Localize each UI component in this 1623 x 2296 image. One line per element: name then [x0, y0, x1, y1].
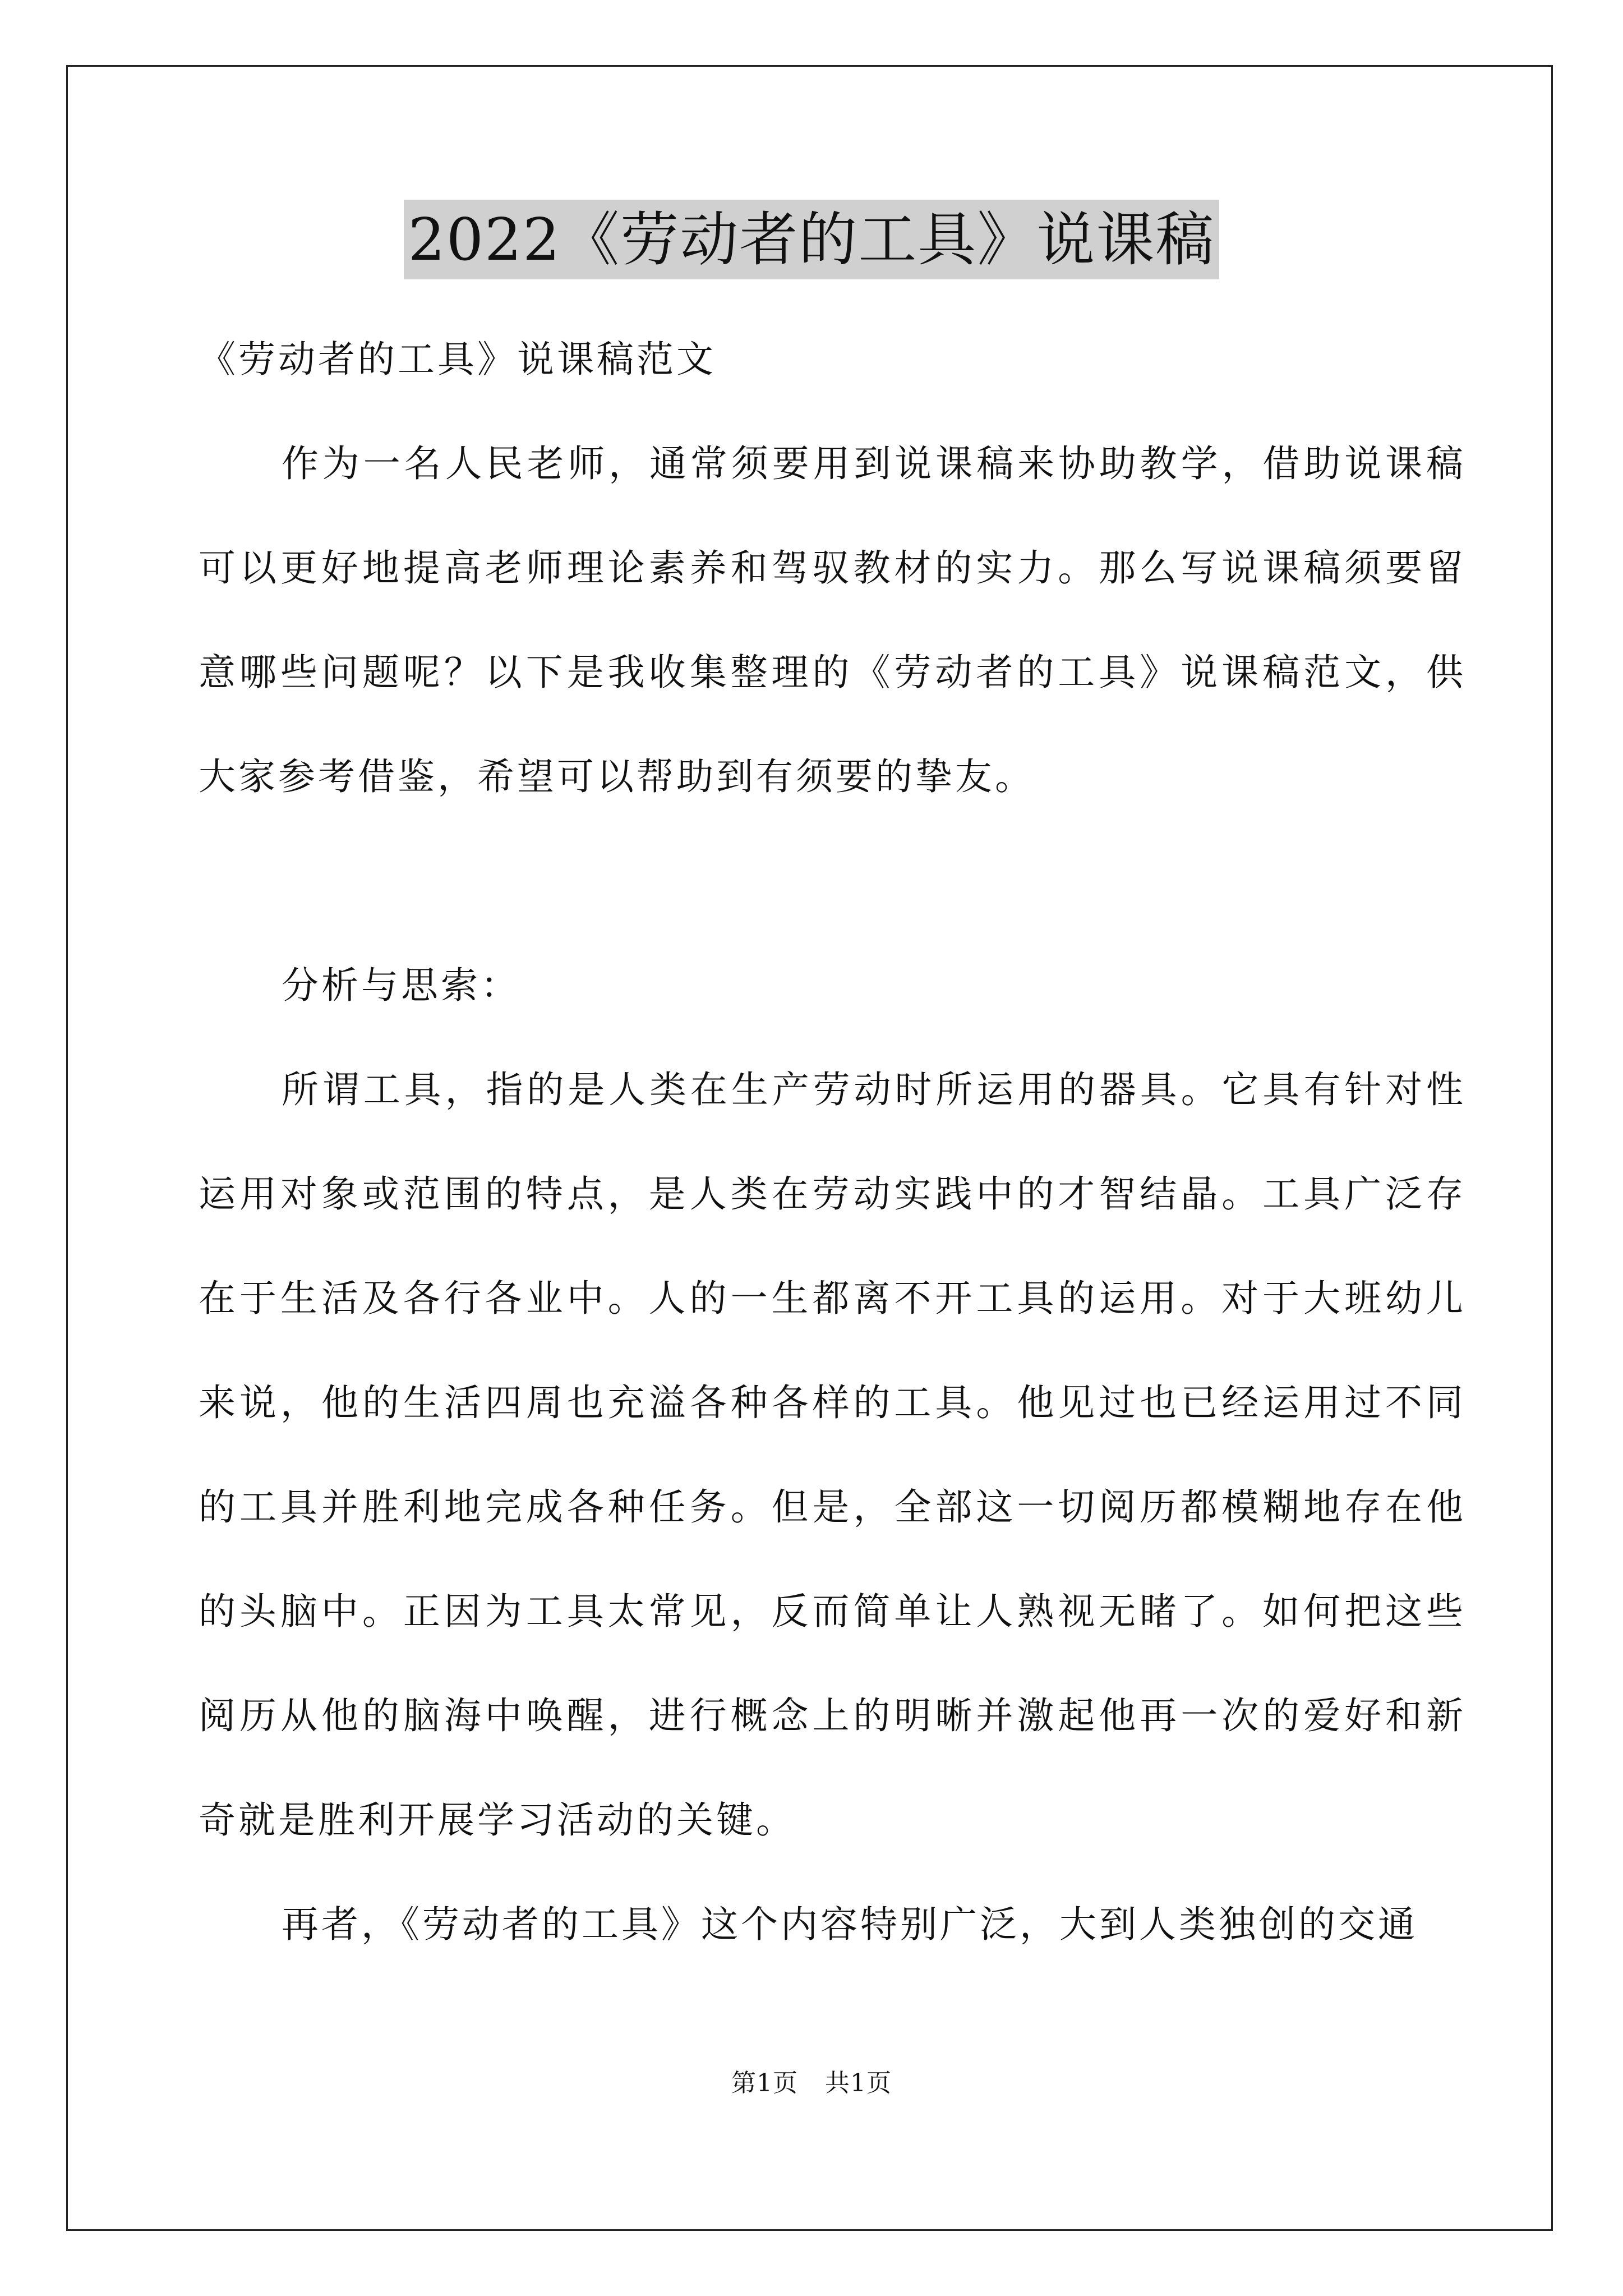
document-title: 2022《劳动者的工具》说课稿 — [404, 200, 1220, 279]
page-total: 共1页 — [825, 2069, 892, 2097]
body-paragraph: 所谓工具，指的是人类在生产劳动时所运用的器具。它具有针对性运用对象或范围的特点，是人类在劳动实践中的才智结晶。工具广泛存在于生活及各行各业中。人的一生都离不开工具的运用。对于大班幼儿来说，他的生活四周也充溢各种各样的工具。他见过也已经运用过不同的工具并胜利地完成各种任务。但是，全部这一切阅历都模糊地存在他的头脑中。正因为工具太常见，反而简单让人熟视无睹了。如何把这些阅历从他的脑海中唤醒，进行概念上的明晰并激起他再一次的爱好和新奇就是胜利开展学习活动的关键。 — [199, 1068, 1466, 1842]
title-container — [0, 200, 1623, 279]
page-footer — [0, 2067, 1623, 2100]
paragraph-spacer — [199, 829, 1466, 933]
document-body — [199, 307, 1466, 1977]
intro-paragraph: 作为一名人民老师，通常须要用到说课稿来协助教学，借助说课稿可以更好地提高老师理论素养和驾驭教材的实力。那么写说课稿须要留意哪些问题呢？以下是我收集整理的《劳动者的工具》说课稿范文，供大家参考借鉴，希望可以帮助到有须要的挚友。 — [199, 442, 1466, 798]
body-paragraph: 再者，《劳动者的工具》这个内容特别广泛，大到人类独创的交通 — [282, 1903, 1418, 1946]
section-heading-analysis: 分析与思索： — [282, 964, 520, 1007]
page-number: 第1页 — [731, 2069, 798, 2097]
document-subtitle: 《劳动者的工具》说课稿范文 — [199, 338, 716, 381]
